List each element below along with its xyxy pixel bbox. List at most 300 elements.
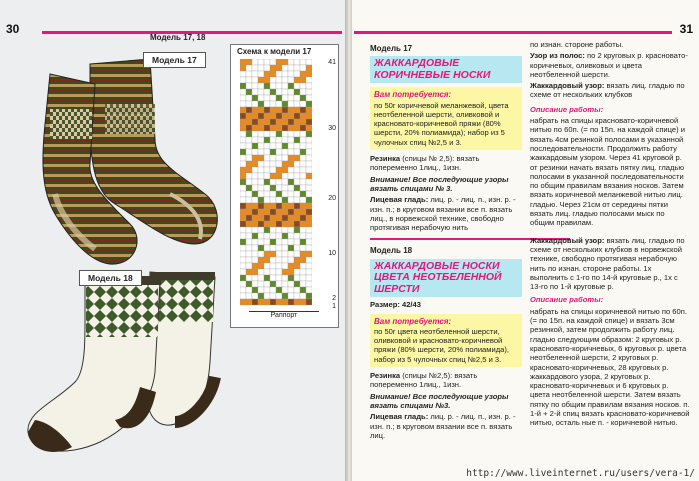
chart-cell: [288, 299, 294, 305]
chart-cell: [270, 287, 276, 293]
column-right: [530, 40, 690, 430]
chart-cell: [264, 251, 270, 257]
chart-cell: [300, 143, 306, 149]
chart-cell: [264, 77, 270, 83]
chart-cell: [300, 83, 306, 89]
chart-cell: [288, 191, 294, 197]
chart-cell: [276, 113, 282, 119]
chart-cell: [300, 203, 306, 209]
chart-cell: [264, 101, 270, 107]
chart-cell: [258, 137, 264, 143]
chart-row-label-10: 10: [328, 250, 336, 257]
chart-cell: [288, 83, 294, 89]
chart-cell: [288, 269, 294, 275]
chart-cell: [270, 221, 276, 227]
model17-materials-heading: Вам потребуется:: [374, 90, 452, 100]
model17-stitch-text: лиц. р. - лиц. п., изн. р. - изн. п.; в круговом вязании все п. вязать лиц., в норвежской технике, свободно протягивая нерабочую нить: [370, 195, 516, 233]
chart-cell: [294, 281, 300, 287]
chart-cell: [246, 293, 252, 299]
chart-cell: [306, 221, 312, 227]
chart-cell: [300, 113, 306, 119]
chart-cell: [306, 167, 312, 173]
chart-cell: [264, 257, 270, 263]
chart-cell: [264, 65, 270, 71]
chart-cell: [282, 275, 288, 281]
chart-cell: [282, 65, 288, 71]
chart-cell: [306, 137, 312, 143]
chart-cell: [264, 107, 270, 113]
chart-cell: [252, 215, 258, 221]
chart-cell: [252, 173, 258, 179]
chart-cell: [240, 155, 246, 161]
chart-cell: [276, 173, 282, 179]
chart-cell: [252, 251, 258, 257]
chart-cell: [300, 251, 306, 257]
chart-cell: [294, 77, 300, 83]
model18-desc-text: набрать на спицы коричневой нитью по 60п. (= по 15п. на каждой спице) и вязать 3см резинкой, затем продолжить работу лиц. гладью следующим образом: 2 круговых р. красновато-коричневых, 6 круговых р. цвета неотбеленной шерсти, 2 круговых р. красновато-коричневых, 28 круговых р. жаккардового узора, 2 круговых р. красновато-коричневых и 6 круговых р. цвета неотбеленной шерсти. Затем вязать пятку по общим правилам вязания носков. п. 1-й + 2-й спиц вязать красновато-коричневой нитью, осталь ные п. - коричневой нитью.: [530, 306, 690, 428]
chart-cell: [282, 101, 288, 107]
chart-cell: [252, 287, 258, 293]
chart-cell: [306, 143, 312, 149]
chart-cell: [288, 263, 294, 269]
chart-cell: [300, 125, 306, 131]
chart-cell: [246, 101, 252, 107]
chart-cell: [240, 101, 246, 107]
chart-cell: [258, 191, 264, 197]
chart-cell: [258, 131, 264, 137]
chart-cell: [264, 263, 270, 269]
chart-cell: [252, 221, 258, 227]
chart-cell: [240, 203, 246, 209]
chart-cell: [282, 299, 288, 305]
chart-cell: [300, 275, 306, 281]
chart-cell: [294, 203, 300, 209]
chart-cell: [288, 167, 294, 173]
chart-cell: [306, 125, 312, 131]
chart-cell: [246, 119, 252, 125]
chart-cell: [246, 275, 252, 281]
chart-cell: [300, 215, 306, 221]
chart-cell: [300, 269, 306, 275]
chart-cell: [270, 77, 276, 83]
chart-cell: [288, 155, 294, 161]
model17-materials-text: по 50г коричневой меланжевой, цвета неотбеленной шерсти, оливковой и красновато-коричневой пряжи (80% шерсти, 20% полиамида); набор из 5 чулочных спиц №2,5 и 3.: [374, 100, 509, 147]
model17-attention: Внимание! Все последующие узоры вязать спицами № 3.: [370, 174, 509, 193]
chart-cell: [270, 143, 276, 149]
chart-cell: [246, 221, 252, 227]
chart-cell: [282, 119, 288, 125]
chart-cell: [258, 89, 264, 95]
chart-cell: [270, 245, 276, 251]
chart-cell: [240, 215, 246, 221]
chart-cell: [276, 233, 282, 239]
chart-cell: [294, 245, 300, 251]
chart-cell: [264, 197, 270, 203]
chart-cell: [246, 245, 252, 251]
chart-cell: [306, 179, 312, 185]
chart-cell: [240, 185, 246, 191]
chart-cell: [252, 107, 258, 113]
chart-cell: [258, 95, 264, 101]
model17-title: ЖАККАРДОВЫЕ КОРИЧНЕВЫЕ НОСКИ: [370, 56, 522, 83]
chart-cell: [288, 215, 294, 221]
chart-cell: [246, 251, 252, 257]
page-number-left: 30: [6, 22, 20, 36]
chart-cell: [294, 287, 300, 293]
chart-cell: [270, 65, 276, 71]
chart-cell: [282, 95, 288, 101]
chart-cell: [276, 275, 282, 281]
chart-cell: [258, 167, 264, 173]
chart-cell: [264, 161, 270, 167]
chart-cell: [300, 161, 306, 167]
chart-cell: [306, 227, 312, 233]
model18-desc-heading: Описание работы:: [530, 295, 604, 305]
chart-cell: [306, 287, 312, 293]
chart-cell: [264, 59, 270, 65]
chart-cell: [258, 125, 264, 131]
chart-cell: [300, 197, 306, 203]
chart-cell: [276, 257, 282, 263]
chart-cell: [282, 233, 288, 239]
chart-cell: [246, 263, 252, 269]
chart-cell: [288, 125, 294, 131]
chart-cell: [276, 227, 282, 233]
chart-cell: [264, 71, 270, 77]
chart-cell: [294, 185, 300, 191]
model18-materials-box: [370, 314, 522, 367]
chart-cell: [246, 233, 252, 239]
chart-cell: [306, 71, 312, 77]
chart-cell: [246, 71, 252, 77]
chart-cell: [252, 119, 258, 125]
chart-cell: [240, 227, 246, 233]
chart-cell: [276, 293, 282, 299]
chart-cell: [306, 65, 312, 71]
chart-cell: [276, 203, 282, 209]
chart-cell: [258, 215, 264, 221]
chart-cell: [288, 257, 294, 263]
book-spine: [345, 0, 352, 481]
chart-cell: [246, 155, 252, 161]
chart-cell: [294, 83, 300, 89]
chart-cell: [240, 143, 246, 149]
chart-cell: [252, 77, 258, 83]
chart-cell: [270, 149, 276, 155]
chart-cell: [270, 101, 276, 107]
chart-cell: [276, 95, 282, 101]
chart-cell: [270, 137, 276, 143]
chart-cell: [270, 131, 276, 137]
chart-cell: [246, 131, 252, 137]
chart-cell: [246, 287, 252, 293]
chart-cell: [270, 95, 276, 101]
chart-cell: [300, 257, 306, 263]
model18-tag: Модель 18: [370, 246, 413, 256]
chart-cell: [306, 173, 312, 179]
page-number-right: 31: [679, 22, 693, 36]
chart-cell: [246, 227, 252, 233]
chart-cell: [306, 215, 312, 221]
chart-cell: [282, 143, 288, 149]
chart-cell: [252, 203, 258, 209]
chart-cell: [252, 245, 258, 251]
chart-cell: [294, 221, 300, 227]
chart-cell: [240, 239, 246, 245]
chart-cell: [252, 71, 258, 77]
model17-col2-top: по изнан. стороне работы.: [530, 40, 624, 49]
chart-cell: [306, 269, 312, 275]
chart-cell: [300, 155, 306, 161]
chart-cell: [264, 275, 270, 281]
chart-cell: [288, 197, 294, 203]
chart-cell: [300, 119, 306, 125]
chart-cell: [294, 263, 300, 269]
model17-stripes-label: Узор из полос:: [530, 51, 585, 61]
chart-cell: [288, 173, 294, 179]
chart-cell: [240, 119, 246, 125]
chart-cell: [276, 131, 282, 137]
chart-cell: [288, 281, 294, 287]
chart-cell: [240, 167, 246, 173]
chart-cell: [276, 155, 282, 161]
chart-cell: [270, 125, 276, 131]
chart-cell: [270, 155, 276, 161]
chart-cell: [258, 269, 264, 275]
chart-cell: [282, 59, 288, 65]
chart-cell: [306, 257, 312, 263]
chart-cell: [246, 167, 252, 173]
chart-cell: [276, 101, 282, 107]
chart-cell: [252, 209, 258, 215]
watermark-url: http://www.liveinternet.ru/users/vera-1/: [466, 468, 695, 479]
chart-cell: [300, 233, 306, 239]
chart-cell: [258, 287, 264, 293]
chart-cell: [252, 65, 258, 71]
chart-cell: [258, 161, 264, 167]
chart-cell: [294, 209, 300, 215]
chart-cell: [270, 59, 276, 65]
chart-cell: [240, 83, 246, 89]
chart-cell: [270, 89, 276, 95]
model17-rib-label: Резинка: [370, 154, 401, 164]
chart-cell: [306, 245, 312, 251]
chart-cell: [240, 269, 246, 275]
chart-cell: [300, 131, 306, 137]
chart-cell: [294, 101, 300, 107]
chart-cell: [282, 161, 288, 167]
chart-cell: [270, 173, 276, 179]
chart-cell: [288, 77, 294, 83]
chart-cell: [306, 119, 312, 125]
chart-cell: [246, 77, 252, 83]
chart-cell: [294, 119, 300, 125]
chart-cell: [282, 137, 288, 143]
chart-cell: [270, 239, 276, 245]
chart-cell: [270, 113, 276, 119]
chart-cell: [246, 95, 252, 101]
chart-cell: [264, 215, 270, 221]
chart-cell: [258, 119, 264, 125]
chart-cell: [300, 101, 306, 107]
chart-cell: [258, 227, 264, 233]
chart-cell: [294, 65, 300, 71]
chart-cell: [282, 191, 288, 197]
chart-cell: [264, 173, 270, 179]
chart-cell: [240, 125, 246, 131]
chart-cell: [246, 239, 252, 245]
chart-cell: [288, 119, 294, 125]
chart-cell: [282, 227, 288, 233]
chart-cell: [246, 215, 252, 221]
chart-cell: [270, 281, 276, 287]
chart-cell: [282, 113, 288, 119]
chart-cell: [300, 173, 306, 179]
chart-cell: [240, 95, 246, 101]
chart-cell: [264, 137, 270, 143]
chart-cell: [252, 95, 258, 101]
chart-cell: [258, 299, 264, 305]
chart-cell: [294, 161, 300, 167]
chart-cell: [294, 191, 300, 197]
chart-cell: [252, 293, 258, 299]
chart-cell: [270, 119, 276, 125]
chart-cell: [288, 233, 294, 239]
chart-cell: [300, 95, 306, 101]
chart-cell: [282, 71, 288, 77]
chart-cell: [258, 155, 264, 161]
chart-cell: [282, 131, 288, 137]
chart-cell: [276, 149, 282, 155]
chart-cell: [294, 95, 300, 101]
chart-cell: [300, 71, 306, 77]
chart-cell: [246, 143, 252, 149]
chart-cell: [252, 239, 258, 245]
chart-cell: [270, 161, 276, 167]
chart-cell: [258, 143, 264, 149]
chart-cell: [258, 185, 264, 191]
chart-cell: [282, 293, 288, 299]
chart-cell: [240, 137, 246, 143]
chart-cell: [252, 167, 258, 173]
chart-cell: [300, 281, 306, 287]
chart-cell: [252, 113, 258, 119]
chart-cell: [276, 59, 282, 65]
chart-cell: [276, 71, 282, 77]
chart-cell: [258, 59, 264, 65]
chart-cell: [288, 113, 294, 119]
chart-cell: [282, 125, 288, 131]
chart-cell: [306, 251, 312, 257]
model18-jacquard-label: Жаккардовый узор:: [530, 235, 605, 245]
header-rule-right: [354, 31, 672, 34]
chart-cell: [240, 107, 246, 113]
model17-jacquard-text: вязать лиц. гладью по схеме от нескольких клубков: [530, 81, 685, 100]
chart-cell: [300, 209, 306, 215]
chart-cell: [240, 251, 246, 257]
model17-stitch-label: Лицевая гладь:: [370, 195, 429, 205]
chart-cell: [246, 299, 252, 305]
chart-cell: [288, 227, 294, 233]
chart-cell: [306, 83, 312, 89]
chart-cell: [306, 281, 312, 287]
chart-cell: [246, 197, 252, 203]
chart-cell: [300, 137, 306, 143]
chart-cell: [240, 245, 246, 251]
chart-cell: [288, 95, 294, 101]
chart-cell: [258, 221, 264, 227]
chart-cell: [294, 227, 300, 233]
chart-cell: [270, 71, 276, 77]
chart-cell: [264, 239, 270, 245]
chart-cell: [252, 143, 258, 149]
chart-cell: [252, 89, 258, 95]
chart-cell: [240, 131, 246, 137]
chart-cell: [240, 77, 246, 83]
chart-cell: [246, 137, 252, 143]
model17-tag: Модель 17: [370, 44, 413, 53]
chart-cell: [264, 131, 270, 137]
model18-rib-text: (спицы №2,5): вязать попеременно 1лиц., 1изн.: [370, 371, 478, 390]
chart-row-label-1: 1: [332, 303, 336, 310]
chart-rapport-label: Раппорт: [249, 311, 319, 319]
chart-cell: [300, 227, 306, 233]
chart-cell: [258, 71, 264, 77]
chart-cell: [246, 179, 252, 185]
chart-cell: [300, 245, 306, 251]
chart-cell: [288, 101, 294, 107]
chart-cell: [270, 269, 276, 275]
chart-cell: [306, 275, 312, 281]
chart-cell: [240, 221, 246, 227]
model17-stripes-text: по 2 круговых р. красновато-коричневых, оливковых и цвета неотбеленной шерсти.: [530, 51, 688, 79]
chart-cell: [300, 239, 306, 245]
chart-cell: [288, 59, 294, 65]
chart-cell: [246, 209, 252, 215]
chart-cell: [276, 107, 282, 113]
chart-cell: [252, 227, 258, 233]
chart-cell: [264, 209, 270, 215]
model17-desc-heading: Описание работы:: [530, 104, 604, 114]
model17-jacquard-label: Жаккардовый узор:: [530, 81, 605, 91]
chart-cell: [258, 245, 264, 251]
chart-cell: [264, 281, 270, 287]
chart-cell: [252, 149, 258, 155]
chart-cell: [258, 233, 264, 239]
chart-cell: [300, 167, 306, 173]
chart-cell: [252, 101, 258, 107]
chart-cell: [282, 251, 288, 257]
chart-cell: [270, 203, 276, 209]
chart-cell: [306, 293, 312, 299]
chart-cell: [294, 299, 300, 305]
chart-cell: [264, 89, 270, 95]
chart-cell: [264, 125, 270, 131]
chart-cell: [306, 149, 312, 155]
chart-cell: [276, 77, 282, 83]
chart-cell: [282, 269, 288, 275]
chart-cell: [270, 185, 276, 191]
chart-cell: [240, 299, 246, 305]
chart-cell: [276, 281, 282, 287]
column-left: [370, 44, 522, 442]
chart-cell: [270, 215, 276, 221]
chart-cell: [264, 167, 270, 173]
chart-cell: [240, 257, 246, 263]
chart-cell: [288, 203, 294, 209]
chart-cell: [252, 299, 258, 305]
chart-cell: [270, 251, 276, 257]
